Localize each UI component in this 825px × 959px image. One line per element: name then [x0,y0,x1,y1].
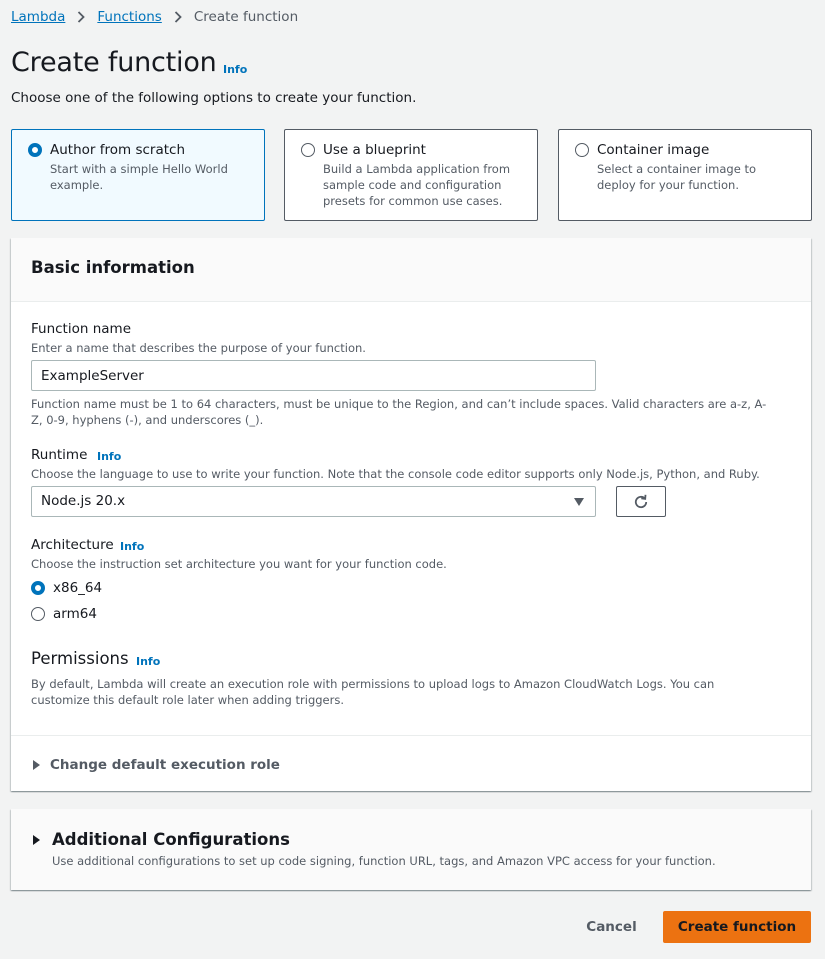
radio-use-a-blueprint[interactable] [301,143,315,157]
radio-x86-64[interactable] [31,581,45,595]
radio-container-image[interactable] [575,143,589,157]
caret-right-icon [33,760,40,770]
runtime-label: Runtime [31,447,88,463]
runtime-description: Choose the language to use to write your function. Note that the console code editor supports only Node.js, Python, and Ruby. [31,467,760,481]
runtime-info-link[interactable]: Info [97,450,122,463]
refresh-runtime-button[interactable] [616,486,666,517]
architecture-option-x86-64[interactable] [31,580,102,596]
expander-label: Change default execution role [50,757,280,773]
runtime-select[interactable] [31,486,596,517]
radio-arm64[interactable] [31,607,45,621]
page-description: Choose one of the following options to create your function. [11,90,417,106]
page-title: Create function [11,47,217,78]
caret-down-icon [574,498,584,506]
caret-right-icon [33,835,40,845]
radio-label: arm64 [53,606,97,622]
option-title: Author from scratch [50,142,185,158]
additional-configurations-description: Use additional configurations to set up code signing, function URL, tags, and Amazon VPC access for your function. [52,854,716,868]
architecture-label: Architecture [31,537,114,553]
option-description: Build a Lambda application from sample code and configuration presets for common use cases. [323,162,511,208]
panel-header [11,238,811,302]
architecture-option-arm64[interactable] [31,606,97,622]
create-function-button[interactable]: Create function [663,911,811,943]
divider [11,735,811,736]
cancel-button[interactable]: Cancel [573,911,650,943]
option-description: Select a container image to deploy for your function. [597,162,757,192]
option-author-from-scratch[interactable] [11,129,265,221]
chevron-right-icon [174,11,182,23]
function-name-description: Enter a name that describes the purpose of your function. [31,341,366,355]
permissions-info-link[interactable]: Info [136,655,161,668]
refresh-icon [632,493,650,511]
breadcrumb-functions-link[interactable]: Functions [97,9,162,25]
breadcrumb-lambda-link[interactable]: Lambda [11,9,66,25]
radio-label: x86_64 [53,580,103,596]
page-info-link[interactable]: Info [223,63,248,76]
function-name-label: Function name [31,321,131,337]
runtime-selected-value: Node.js 20.x [41,493,126,509]
additional-configurations-expander[interactable] [33,830,290,849]
radio-author-from-scratch[interactable] [28,143,42,157]
function-name-input[interactable] [31,360,596,391]
additional-configurations-title: Additional Configurations [52,830,290,849]
option-container-image[interactable] [558,129,812,221]
breadcrumb-current: Create function [193,9,299,25]
option-description: Start with a simple Hello World example. [50,162,228,192]
basic-information-heading: Basic information [31,258,195,277]
change-default-execution-role-expander[interactable] [33,757,280,773]
permissions-description: By default, Lambda will create an execution role with permissions to upload logs to Amazon CloudWatch Logs. You can customize this default role later when adding triggers. [31,677,715,707]
permissions-heading: Permissions [31,649,129,668]
architecture-info-link[interactable]: Info [120,540,145,553]
basic-information-panel [11,238,811,791]
breadcrumb [11,8,298,26]
option-use-a-blueprint[interactable] [284,129,538,221]
chevron-right-icon [77,11,85,23]
option-title: Container image [597,142,710,158]
function-name-constraint: Function name must be 1 to 64 characters, must be unique to the Region, and can’t include spaces. Valid characters are a-z, A-Z, 0-9, hyphens (-), and underscores (_). [31,397,767,427]
option-title: Use a blueprint [323,142,426,158]
architecture-description: Choose the instruction set architecture you want for your function code. [31,557,447,571]
additional-configurations-panel [11,809,811,890]
